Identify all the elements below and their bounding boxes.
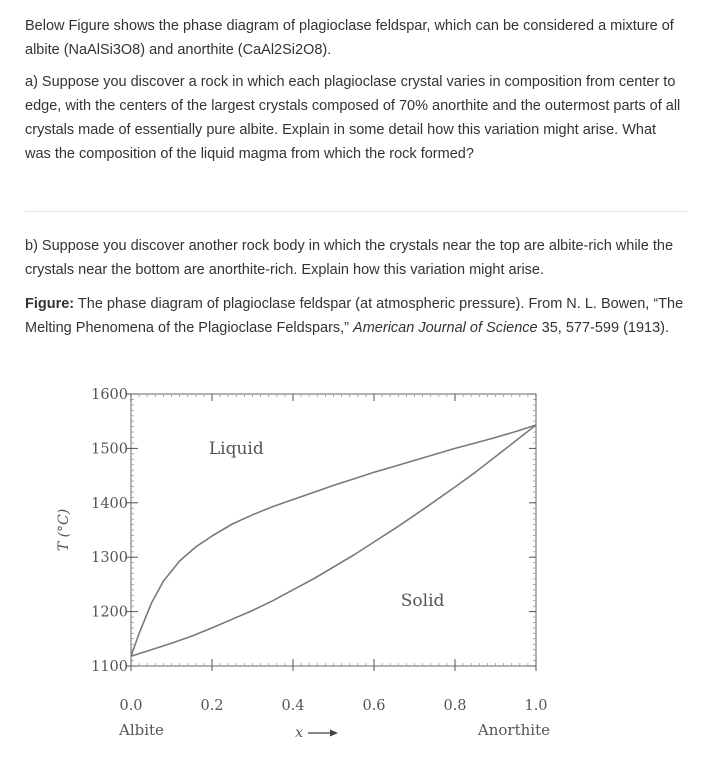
x-tick-label: 0.6 (362, 698, 386, 714)
region-label-liquid: Liquid (208, 438, 264, 459)
y-tick-label: 1500 (91, 441, 128, 458)
intro-text: Below Figure shows the phase diagram of plagioclase feldspar, which can be considered a mixture of albite (NaAlSi3O8) and anorthite (CaAl2Si2O8). (25, 18, 674, 58)
x-tick-label: 1.0 (524, 698, 548, 714)
figure-caption-label: Figure: (25, 296, 75, 312)
figure-caption-citation: 35, 577-599 (1913). (537, 320, 670, 336)
figure-caption (25, 292, 685, 340)
x-tick-label: 0.0 (119, 698, 143, 714)
y-axis-label: T (°C) (56, 508, 72, 552)
region-label-solid: Solid (400, 591, 445, 612)
x-tick-label: 0.4 (281, 698, 305, 714)
question-a: a) Suppose you discover a rock in which each plagioclase crystal varies in composition from center to edge, with the centers of the largest crystals composed of 70% anorthite and the outermost parts of all crystals made of essentially pure albite. Explain in some detail how this variation might arise. What was the composition of the liquid magma from which the rock formed? (25, 74, 681, 162)
phase-diagram-chart (40, 370, 560, 755)
question-b: b) Suppose you discover another rock body in which the crystals near the top are albite-rich while the crystals near the bottom are anorthite-rich. Explain how this variation might arise. (25, 238, 674, 278)
x-end-label-anorthite: Anorthite (477, 721, 550, 739)
x-axis-arrow (308, 730, 338, 737)
figure-caption-journal: American Journal of Science (353, 320, 538, 336)
y-tick-label: 1400 (91, 495, 128, 512)
x-axis-label: x (295, 725, 303, 741)
x-end-label-albite: Albite (119, 721, 164, 739)
figure-caption-text: The phase diagram of plagioclase feldspar (at atmospheric pressure). From N. L. Bowen, “The Melting Phenomena of the Plagioclase Feldspars,” (25, 296, 684, 336)
x-tick-label: 0.8 (443, 698, 467, 714)
y-tick-label: 1300 (91, 550, 128, 567)
y-tick-label: 1100 (91, 659, 128, 675)
x-tick-label: 0.2 (200, 698, 224, 714)
plot-frame (131, 394, 536, 666)
y-tick-label: 1600 (91, 387, 128, 403)
y-tick-label: 1200 (91, 604, 128, 621)
divider (25, 211, 687, 212)
